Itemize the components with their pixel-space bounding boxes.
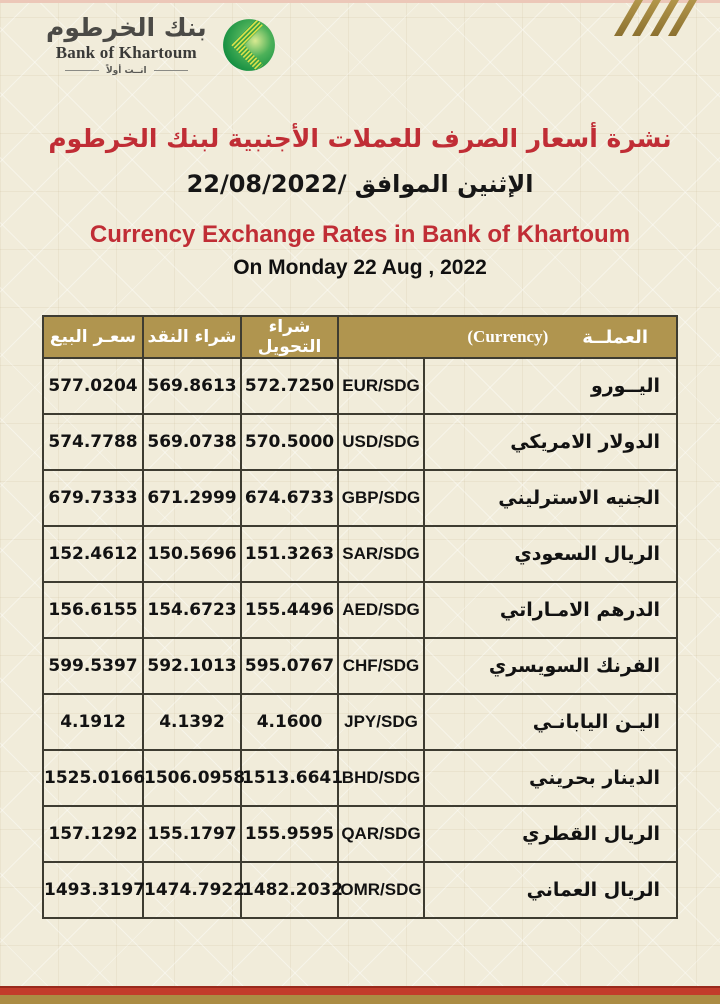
tagline-text: انــت أولاً xyxy=(105,65,147,76)
col-header-transfer-buy: شراء التحويل xyxy=(241,316,338,358)
currency-code-cell: AED/SDG xyxy=(338,582,424,638)
currency-name-cell: الريال العماني xyxy=(424,862,677,918)
bulletin-title-english: Currency Exchange Rates in Bank of Khartoum xyxy=(89,221,631,248)
currency-name-cell: اليـن اليابانـي xyxy=(424,694,677,750)
cash-buy-cell: 671.2999 xyxy=(143,470,241,526)
currency-code-cell: EUR/SDG xyxy=(338,358,424,414)
cash-buy-cell: 569.8613 xyxy=(143,358,241,414)
bank-name-arabic-calligraphy: بنك الخرطوم xyxy=(46,13,207,42)
currency-name-cell: الجنيه الاسترليني xyxy=(424,470,677,526)
footer-red-band xyxy=(0,986,720,995)
bank-logo-text xyxy=(46,14,207,76)
currency-code-cell: JPY/SDG xyxy=(338,694,424,750)
cash-buy-cell: 569.0738 xyxy=(143,414,241,470)
cash-buy-cell: 1506.0958 xyxy=(143,750,241,806)
transfer-buy-cell: 572.7250 xyxy=(241,358,338,414)
table-row-chf xyxy=(43,638,677,694)
table-row-gbp xyxy=(43,470,677,526)
transfer-buy-cell: 595.0767 xyxy=(241,638,338,694)
currency-name-cell: اليــورو xyxy=(424,358,677,414)
sell-price-cell: 4.1912 xyxy=(43,694,143,750)
col-header-sell-price: سعـر البيع xyxy=(43,316,143,358)
transfer-buy-cell: 570.5000 xyxy=(241,414,338,470)
col-header-currency-en: (Currency) xyxy=(467,327,549,346)
table-row-aed xyxy=(43,582,677,638)
transfer-buy-cell: 155.4496 xyxy=(241,582,338,638)
tagline-rule-left xyxy=(154,70,188,71)
cash-buy-cell: 4.1392 xyxy=(143,694,241,750)
currency-name-cell: الدرهم الامـاراتي xyxy=(424,582,677,638)
sell-price-cell: 157.1292 xyxy=(43,806,143,862)
col-header-currency-ar: العملــة xyxy=(582,326,648,348)
table-header-row xyxy=(43,316,677,358)
currency-code-cell: GBP/SDG xyxy=(338,470,424,526)
cash-buy-cell: 154.6723 xyxy=(143,582,241,638)
currency-code-cell: QAR/SDG xyxy=(338,806,424,862)
transfer-buy-cell: 1513.6641 xyxy=(241,750,338,806)
sell-price-cell: 577.0204 xyxy=(43,358,143,414)
sell-price-cell: 1493.3197 xyxy=(43,862,143,918)
cash-buy-cell: 155.1797 xyxy=(143,806,241,862)
bank-logo xyxy=(46,14,276,76)
currency-name-cell: الريال القطري xyxy=(424,806,677,862)
cash-buy-cell: 592.1013 xyxy=(143,638,241,694)
currency-code-cell: CHF/SDG xyxy=(338,638,424,694)
table-row-omr xyxy=(43,862,677,918)
bank-logo-globe-icon xyxy=(222,18,276,72)
transfer-buy-cell: 155.9595 xyxy=(241,806,338,862)
bulletin-title-arabic: نشرة أسعار الصرف للعملات الأجنبية لبنك الخرطوم xyxy=(48,124,672,153)
table-row-eur xyxy=(43,358,677,414)
cash-buy-cell: 1474.7922 xyxy=(143,862,241,918)
col-header-currency xyxy=(338,316,677,358)
table-row-jpy xyxy=(43,694,677,750)
sell-price-cell: 599.5397 xyxy=(43,638,143,694)
sell-price-cell: 156.6155 xyxy=(43,582,143,638)
bulletin-date-english: On Monday 22 Aug , 2022 xyxy=(233,256,487,279)
currency-name-cell: الدينار بحريني xyxy=(424,750,677,806)
sell-price-cell: 152.4612 xyxy=(43,526,143,582)
transfer-buy-cell: 1482.2032 xyxy=(241,862,338,918)
bank-tagline xyxy=(65,66,188,76)
top-accent-line xyxy=(0,0,720,3)
footer-gold-band xyxy=(0,995,720,1004)
currency-code-cell: BHD/SDG xyxy=(338,750,424,806)
currency-name-cell: الفرنك السويسري xyxy=(424,638,677,694)
currency-code-cell: SAR/SDG xyxy=(338,526,424,582)
tagline-rule-right xyxy=(65,70,99,71)
currency-name-cell: الدولار الامريكي xyxy=(424,414,677,470)
table-row-bhd xyxy=(43,750,677,806)
currency-code-cell: OMR/SDG xyxy=(338,862,424,918)
currency-name-cell: الريال السعودي xyxy=(424,526,677,582)
bulletin-date-arabic: الإثنين الموافق /22/08/2022 xyxy=(186,170,534,198)
currency-code-cell: USD/SDG xyxy=(338,414,424,470)
table-row-sar xyxy=(43,526,677,582)
col-header-cash-buy: شراء النقد xyxy=(143,316,241,358)
table-row-usd xyxy=(43,414,677,470)
transfer-buy-cell: 674.6733 xyxy=(241,470,338,526)
transfer-buy-cell: 4.1600 xyxy=(241,694,338,750)
cash-buy-cell: 150.5696 xyxy=(143,526,241,582)
corner-stripes-decoration xyxy=(614,0,706,36)
bank-name-english: Bank of Khartoum xyxy=(55,42,197,62)
sell-price-cell: 574.7788 xyxy=(43,414,143,470)
exchange-rates-table xyxy=(42,315,678,919)
sell-price-cell: 679.7333 xyxy=(43,470,143,526)
sell-price-cell: 1525.0166 xyxy=(43,750,143,806)
transfer-buy-cell: 151.3263 xyxy=(241,526,338,582)
table-row-qar xyxy=(43,806,677,862)
